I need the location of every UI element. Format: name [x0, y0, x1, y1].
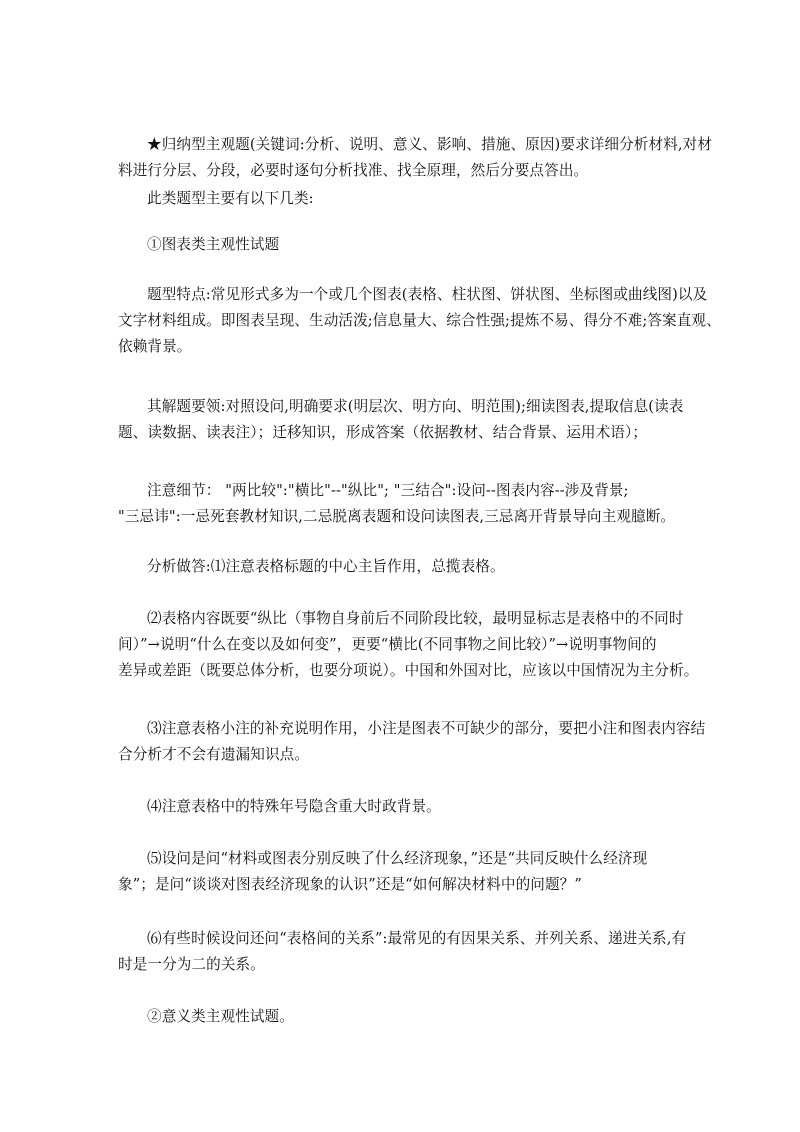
text-line: 依赖背景。: [118, 338, 192, 355]
text-line: 注意细节： "两比较":"横比"--"纵比"; "三结合":设问--图表内容--涉及背景;: [147, 482, 629, 499]
paragraph-analysis-answer-6: [118, 926, 688, 978]
text-line: ⑹有些时候设问还问“表格间的关系”:最常见的有因果关系、并列关系、递进关系,有: [147, 930, 687, 947]
text-line: ⑶注意表格小注的补充说明作用，小注是图表不可缺少的部分，要把小注和图表内容结: [147, 720, 706, 737]
text-line: 合分析才不会有遗漏知识点。: [118, 746, 310, 763]
text-line: 其解题要领:对照设问,明确要求(明层次、明方向、明范围);细读图表,提取信息(读表: [147, 398, 684, 415]
text-line: 料进行分层、分段，必要时逐句分析找准、找全原理，然后分要点答出。: [118, 162, 589, 179]
text-line: ②意义类主观性试题。: [147, 1008, 294, 1025]
paragraph-analysis-answer-2: [118, 606, 699, 684]
text-line: 题、读数据、读表注）；迁移知识，形成答案（依据教材、结合背景、运用术语）；: [118, 424, 648, 441]
text-line: ⑸设问是问“材料或图表分别反映了什么经济现象，”还是“共同反映什么经济现: [147, 850, 648, 867]
text-line: "三忌讳":一忌死套教材知识,二忌脱离表题和设问读图表,三忌离开背景导向主观臆断。: [118, 508, 676, 525]
paragraph-significance-type-heading: [118, 1004, 688, 1030]
paragraph-analysis-answer-4: [118, 794, 688, 820]
text-line: 间）”→说明“什么在变以及如何变”，更要“横比(不同事物之间比较）”→说明事物间的: [118, 636, 657, 653]
paragraph-analysis-answer-1: [118, 554, 688, 580]
text-line: ⑵表格内容既要“纵比（事物自身前后不同阶段比较，最明显标志是表格中的不同时: [147, 610, 684, 627]
text-line: 题型特点:常见形式多为一个或几个图表(表格、柱状图、饼状图、坐标图或曲线图)以及: [147, 286, 708, 303]
text-line: ⑷注意表格中的特殊年号隐含重大时政背景。: [147, 798, 441, 815]
text-line: ①图表类主观性试题: [147, 236, 280, 253]
paragraph-categories-intro: [118, 186, 688, 212]
text-line: 象”；是问“谈谈对图表经济现象的认识”还是“如何解决材料中的问题？”: [118, 876, 582, 893]
text-line: 分析做答:⑴注意表格标题的中心主旨作用，总揽表格。: [147, 558, 505, 575]
paragraph-question-features: [118, 282, 721, 360]
paragraph-attention-details: [118, 478, 688, 530]
paragraph-analysis-answer-3: [118, 716, 706, 768]
text-line: 时是一分为二的关系。: [118, 956, 265, 973]
paragraph-chart-type-heading: [118, 232, 688, 258]
paragraph-induction-intro: [118, 132, 713, 184]
paragraph-analysis-answer-5: [118, 846, 688, 898]
text-line: 此类题型主要有以下几类:: [147, 190, 314, 207]
paragraph-solving-essentials: [118, 394, 688, 446]
text-line: ★归纳型主观题(关键词:分析、说明、意义、影响、措施、原因)要求详细分析材料,对材: [147, 136, 713, 153]
text-line: 差异或差距（既要总体分析，也要分项说）。中国和外国对比，应该以中国情况为主分析。: [118, 662, 699, 679]
text-line: 文字材料组成。即图表呈现、生动活泼;信息量大、综合性强;提炼不易、得分不难;答案直观、: [118, 312, 721, 329]
